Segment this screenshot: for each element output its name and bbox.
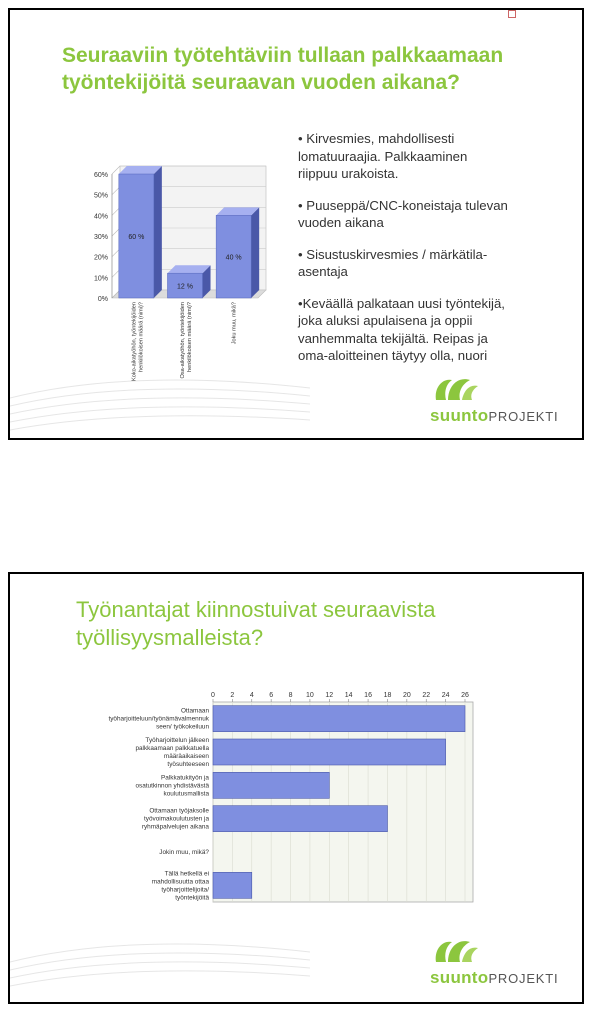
y-category-label-line: Ottamaan työjaksolle (149, 807, 209, 815)
slide-2 (8, 572, 584, 1004)
bullet-item: • Sisustuskirvesmies / märkätila-asentaja (298, 246, 488, 279)
bullet-item: •Keväällä palkataan uusi työntekijä, joka aluksi apulaisena ja oppii vanhemmalta tekijältä. Reipas ja oma-aloitteinen täytyy olla, nuori (298, 295, 505, 363)
x-category-label-line: Koko-aikatyöhön, työntekijöiden (131, 302, 138, 381)
y-tick-label: 50% (93, 192, 108, 200)
x-category-label: Joku muu, mikä? (231, 302, 238, 345)
chart-1 (70, 160, 270, 385)
corner-marker-icon (508, 10, 516, 18)
bar (213, 806, 387, 832)
leaf-logo-icon (432, 932, 482, 966)
logo-brand: suunto (430, 968, 489, 987)
y-category-label-line: työvoimakoulutusten ja (143, 815, 209, 823)
suunto-logo (430, 376, 580, 428)
y-category-label (135, 774, 209, 797)
slide-1 (8, 8, 584, 440)
y-category-label-line: koulutusmallista (163, 790, 209, 798)
y-category-label (108, 708, 209, 731)
y-tick-label: 10% (93, 275, 108, 283)
x-tick-label: 2 (230, 692, 235, 699)
bar-side (154, 166, 162, 298)
y-tick-label: 60% (93, 172, 108, 179)
x-category-label (131, 302, 144, 381)
y-category-label-line: mahdollisuutta ottaa (151, 878, 209, 886)
y-category-label-line: palkkaamaan palkkatuella (135, 745, 209, 752)
slide-2-title: Työnantajat kiinnostuivat seuraavista työllisyysmalleista? (76, 597, 436, 650)
y-category-label (135, 737, 209, 768)
y-category-label-line: Palkkatukityön ja (161, 774, 209, 782)
gridline (112, 166, 120, 174)
bar (213, 739, 446, 765)
suunto-logo (430, 938, 580, 990)
y-category-label-line: Tällä hetkellä ei (164, 870, 209, 878)
logo-brand: suunto (430, 406, 489, 425)
bar (213, 772, 329, 798)
x-tick-label: 12 (325, 692, 334, 699)
logo-suffix: PROJEKTI (488, 971, 559, 986)
y-category-label-line: Ottamaan (180, 707, 209, 715)
x-tick-label: 18 (383, 692, 392, 699)
x-tick-label: 8 (288, 692, 293, 699)
y-category-label-line: työntekijöitä (175, 894, 209, 902)
y-tick-label: 30% (93, 234, 108, 241)
bar-data-label: 12 % (177, 283, 193, 291)
y-category-label-line: työsuhteeseen (167, 761, 209, 768)
bar-data-label: 60 % (128, 234, 145, 241)
slide-1-bullets (298, 130, 508, 379)
y-category-label (152, 870, 210, 901)
slide-1-title: Seuraaviin työtehtäviin tullaan palkkaamaan työntekijöitä seuraavan vuoden aikana? (62, 44, 504, 94)
y-tick-label: 40% (93, 213, 108, 221)
y-category-label-line: seen/ työkokeiluun (156, 723, 209, 731)
x-tick-label: 14 (344, 692, 353, 699)
chart-2 (80, 684, 500, 909)
x-category-label-line: henkilökoisen määrä (nimi)? (187, 302, 193, 372)
x-tick-label: 20 (402, 692, 411, 699)
bar-side (251, 207, 259, 298)
x-tick-label: 4 (249, 692, 254, 699)
y-tick-label: 0% (97, 296, 108, 303)
y-category-label (159, 849, 209, 856)
y-category-label-line: osatutkinnon yhdistävästä (135, 782, 209, 790)
bullet-item: • Kirvesmies, mahdollisesti lomatuuraajia. Palkkaaminen riippuu urakoista. (298, 131, 468, 181)
y-category-label-line: ryhmäpalvelujen aikana (141, 823, 209, 831)
x-category-label-line: henkilökoisen määrä (nimi)? (138, 302, 145, 372)
bar-data-label: 40 % (225, 254, 242, 262)
x-tick-label: 24 (441, 692, 450, 699)
bullet-item: • Puuseppä/CNC-koneistaja tulevan vuoden aikana (298, 197, 508, 230)
y-tick-label: 20% (93, 254, 108, 262)
x-tick-label: 6 (269, 692, 274, 699)
bar (213, 706, 465, 732)
leaf-logo-icon (432, 370, 482, 404)
y-category-label-line: Jokin muu, mikä? (159, 849, 209, 856)
y-category-label (142, 808, 210, 831)
x-tick-label: 22 (422, 692, 431, 699)
y-category-label-line: Työharjoittelun jälkeen (145, 737, 209, 744)
x-tick-label: 26 (461, 692, 469, 699)
y-category-label-line: työharjoittelijoita/ (161, 886, 209, 894)
x-tick-label: 16 (364, 692, 372, 699)
x-tick-label: 0 (211, 692, 215, 699)
logo-suffix: PROJEKTI (488, 409, 559, 424)
bar (213, 872, 252, 898)
x-tick-label: 10 (306, 692, 314, 699)
y-category-label-line: työharjoitteluun/työnämävalmennuk (108, 715, 209, 723)
x-category-label-line: Osa-aikatyöhön, työntekijöiden (180, 302, 186, 379)
y-category-label-line: määräaikaiseen (163, 753, 209, 760)
x-category-label (180, 302, 193, 379)
